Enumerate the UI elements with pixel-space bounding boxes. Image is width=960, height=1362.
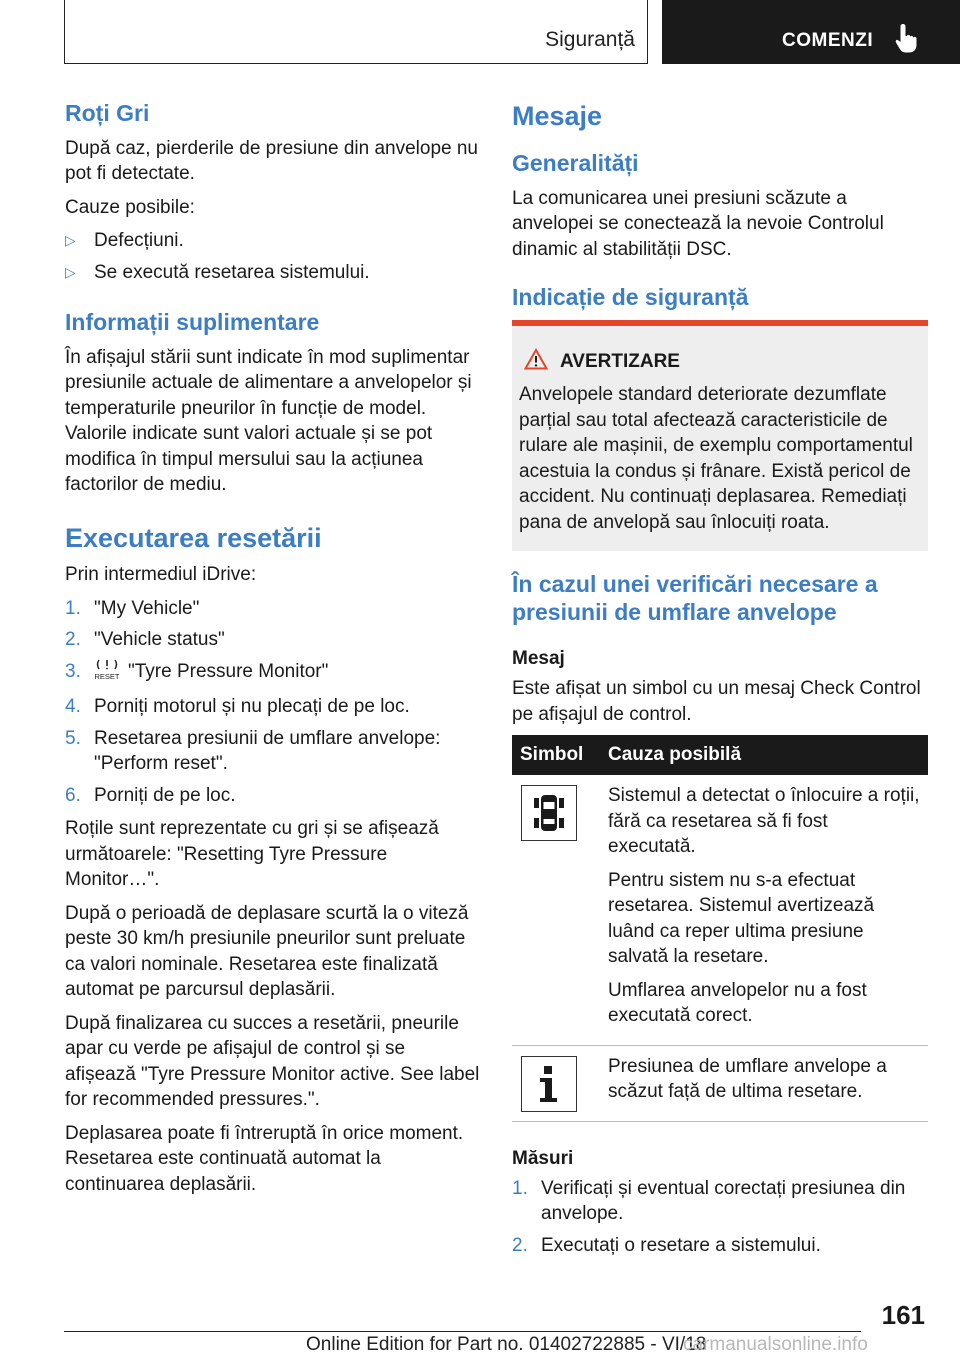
measures-heading: Măsuri <box>512 1147 574 1169</box>
reset-steps <box>65 596 480 809</box>
info-icon <box>521 1056 577 1112</box>
left-column <box>65 100 480 1205</box>
table-header-symbol: Simbol <box>512 735 600 775</box>
additional-info-heading: Informații suplimentare <box>65 309 320 336</box>
page-number: 161 <box>881 1300 925 1330</box>
triangle-bullet-icon: ▷ <box>65 263 76 280</box>
warning-text: Anvelopele standard deteriorate dezumflate parțial sau total afectează caracteristicile de rulare ale mașinii, de exemplu comportamentul acestuia la condus și frânare. Există pericol de accident. Nu continuați deplasarea. Remediați pana de anvelopă sau înlocuiți roata. <box>519 384 913 533</box>
grey-wheels-heading: Roți Gri <box>65 100 150 126</box>
after-reset-text-4: Deplasarea poate fi întreruptă în orice moment. Resetarea este continuată automat la continuarea deplasării. <box>65 1122 464 1195</box>
table-row <box>512 1045 928 1121</box>
tyre-reset-icon <box>94 659 120 689</box>
list-item: 3. RESET "Tyre Pressure Monitor" <box>65 659 480 689</box>
header-section-box <box>64 0 648 64</box>
possible-causes-label: Cauze posibile: <box>65 196 195 218</box>
cause-text: Sistemul a detectat o înlocuire a roții, fără ca resetarea să fi fost executată. <box>608 785 920 858</box>
header-section-title: Siguranță <box>545 28 635 51</box>
reset-heading: Executarea resetării <box>65 522 322 553</box>
warning-title: AVERTIZARE <box>560 351 680 373</box>
table-header-cause: Cauza posibilă <box>600 735 928 775</box>
warning-triangle-icon <box>524 348 548 376</box>
list-item: 6. Porniți de pe loc. <box>65 784 236 806</box>
cause-text: Umflarea anvelopelor nu a fost executată corect. <box>608 979 867 1027</box>
table-row <box>512 775 928 1045</box>
list-item: 2. "Vehicle status" <box>65 629 225 651</box>
after-reset-text-3: După finalizarea cu succes a resetării, pneurile apar cu verde pe afișajul de control și se afișează "Tyre Pressure Monitor active. See label for recommended pressures.". <box>65 1012 480 1111</box>
list-item: 2. Executați o resetare a sistemului. <box>512 1234 821 1256</box>
measures-list <box>512 1176 928 1259</box>
message-text: Este afișat un simbol cu un mesaj Check Control pe afișajul de control. <box>512 678 921 725</box>
safety-heading: Indicație de siguranță <box>512 284 749 311</box>
general-heading: Generalități <box>512 150 639 177</box>
causes-list <box>65 228 480 285</box>
reset-intro: Prin intermediul iDrive: <box>65 564 257 586</box>
list-item: 1. Verificați și eventual corectați presiunea din anvelope. <box>512 1177 906 1225</box>
message-heading: Mesaj <box>512 648 565 670</box>
watermark: carmanualsonline.info <box>683 1334 868 1355</box>
right-column <box>512 100 928 1266</box>
footer-divider <box>64 1331 861 1332</box>
after-reset-text-1: Roțile sunt reprezentate cu gri și se afișează următoarele: "Resetting Tyre Pressure Monitor…". <box>65 818 439 891</box>
footer-edition: Online Edition for Part no. 01402722885 - VI/18 <box>306 1334 707 1355</box>
list-item: 5. Resetarea presiunii de umflare anvelope: "Perform reset". <box>65 727 441 775</box>
pressure-check-heading: În cazul unei verificări necesare a presiunii de umflare anvelope <box>512 571 878 625</box>
triangle-bullet-icon: ▷ <box>65 232 76 249</box>
pointing-hand-icon <box>894 22 922 59</box>
header-tab[interactable] <box>662 0 960 64</box>
messages-heading: Mesaje <box>512 101 603 131</box>
list-item: 1. "My Vehicle" <box>65 597 200 619</box>
svg-text:RESET: RESET <box>94 671 120 681</box>
header-tab-label: COMENZI <box>782 30 874 51</box>
general-text: La comunicarea unei presiuni scăzute a anvelopei se conectează la nevoie Controlul dinamic al stabilității DSC. <box>512 187 884 260</box>
additional-info-text: În afișajul stării sunt indicate în mod suplimentar presiunile actuale de alimentare a anvelopelor și temperaturile pneurilor în funcție de model. Valorile indicate sunt valori actuale și se pot modifica în timpul mersului sau la acțiunea factorilor de mediu. <box>65 346 472 496</box>
list-item: 4. Porniți motorul și nu plecați de pe loc. <box>65 696 410 718</box>
symbol-table <box>512 735 928 1122</box>
grey-wheels-text: După caz, pierderile de presiune din anvelope nu pot fi detectate. <box>65 137 478 185</box>
cause-text: Pentru sistem nu s-a efectuat resetarea. Sistemul avertizează luând ca reper ultima presiune salvată la resetare. <box>608 869 875 968</box>
warning-box <box>512 320 928 551</box>
list-item: ▷ Se execută resetarea sistemului. <box>65 260 480 286</box>
tyre-pressure-car-icon <box>521 785 577 841</box>
list-item: ▷ Defecțiuni. <box>65 228 480 254</box>
cause-text: Presiunea de umflare anvelope a scăzut față de ultima resetare. <box>608 1055 887 1103</box>
after-reset-text-2: După o perioadă de deplasare scurtă la o viteză peste 30 km/h presiunile pneurilor sunt preluate ca valori nominale. Resetarea este finalizată automat pe parcursul deplasării. <box>65 902 469 1001</box>
